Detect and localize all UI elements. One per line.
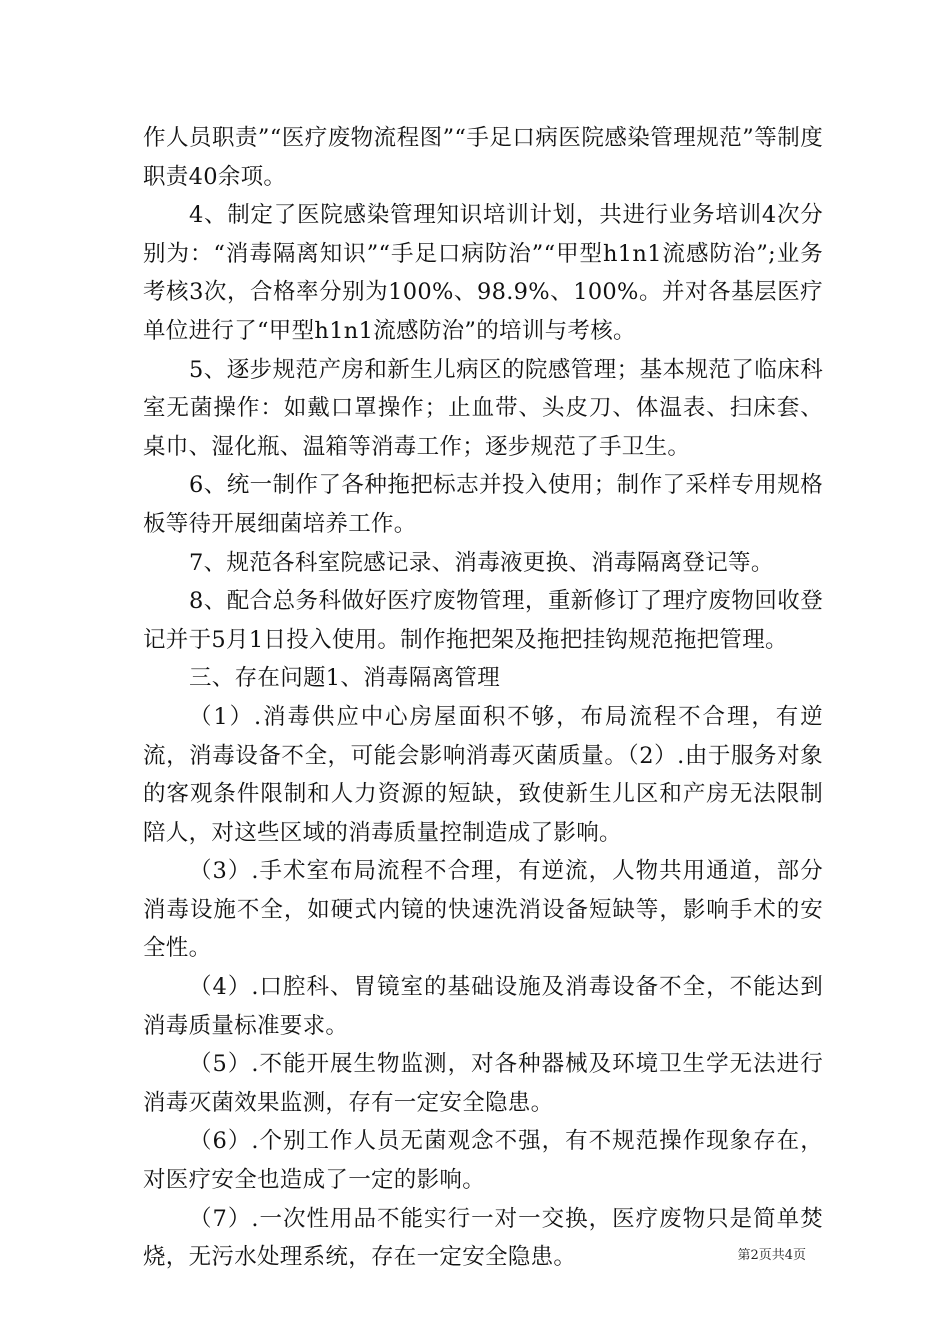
- paragraph-13: （7）.一次性用品不能实行一对一交换，医疗废物只是简单焚烧，无污水处理系统，存在一定安全隐患。: [143, 1205, 823, 1271]
- document-body: [143, 119, 823, 1277]
- paragraph-1: 作人员职责”“医疗废物流程图”“手足口病医院感染管理规范”等制度职责40余项。: [143, 125, 823, 190]
- paragraph-2: 4、制定了医院感染管理知识培训计划，共进行业务培训4次分别为：“消毒隔离知识”“手足口病防治”“甲型h1n1流感防治”;业务考核3次，合格率分别为100%、98.9%、100%。并对各基层医疗单位进行了“甲型h1n1流感防治”的培训与考核。: [143, 202, 823, 344]
- paragraph-11: （5）.不能开展生物监测，对各种器械及环境卫生学无法进行消毒灭菌效果监测，存有一定安全隐患。: [143, 1051, 823, 1116]
- paragraph-5: 7、规范各科室院感记录、消毒液更换、消毒隔离登记等。: [189, 549, 774, 576]
- paragraph-4: 6、统一制作了各种拖把标志并投入使用；制作了采样专用规格板等待开展细菌培养工作。: [143, 472, 823, 537]
- section-heading: 三、存在问题1、消毒隔离管理: [189, 665, 501, 692]
- paragraph-3: 5、逐步规范产房和新生儿病区的院感管理；基本规范了临床科室无菌操作：如戴口罩操作；止血带、头皮刀、体温表、扫床套、桌巾、湿化瓶、温箱等消毒工作；逐步规范了手卫生。: [143, 356, 823, 460]
- paragraph-10: （4）.口腔科、胃镜室的基础设施及消毒设备不全，不能达到消毒质量标准要求。: [143, 974, 823, 1039]
- paragraph-8: （1）.消毒供应中心房屋面积不够，布局流程不合理，有逆流，消毒设备不全，可能会影响消毒灭菌质量。（2）.由于服务对象的客观条件限制和人力资源的短缺，致使新生儿区和产房无法限制陪人，对这些区域的消毒质量控制造成了影响。: [143, 703, 823, 846]
- paragraph-12: （6）.个别工作人员无菌观念不强，有不规范操作现象存在，对医疗安全也造成了一定的影响。: [143, 1128, 823, 1194]
- paragraph-6: 8、配合总务科做好医疗废物管理，重新修订了理疗废物回收登记并于5月1日投入使用。制作拖把架及拖把挂钩规范拖把管理。: [143, 588, 823, 653]
- paragraph-9: （3）.手术室布局流程不合理，有逆流，人物共用通道，部分消毒设施不全，如硬式内镜的快速洗消设备短缺等，影响手术的安全性。: [143, 858, 823, 962]
- page-number-footer: 第2页共4页: [737, 1248, 806, 1263]
